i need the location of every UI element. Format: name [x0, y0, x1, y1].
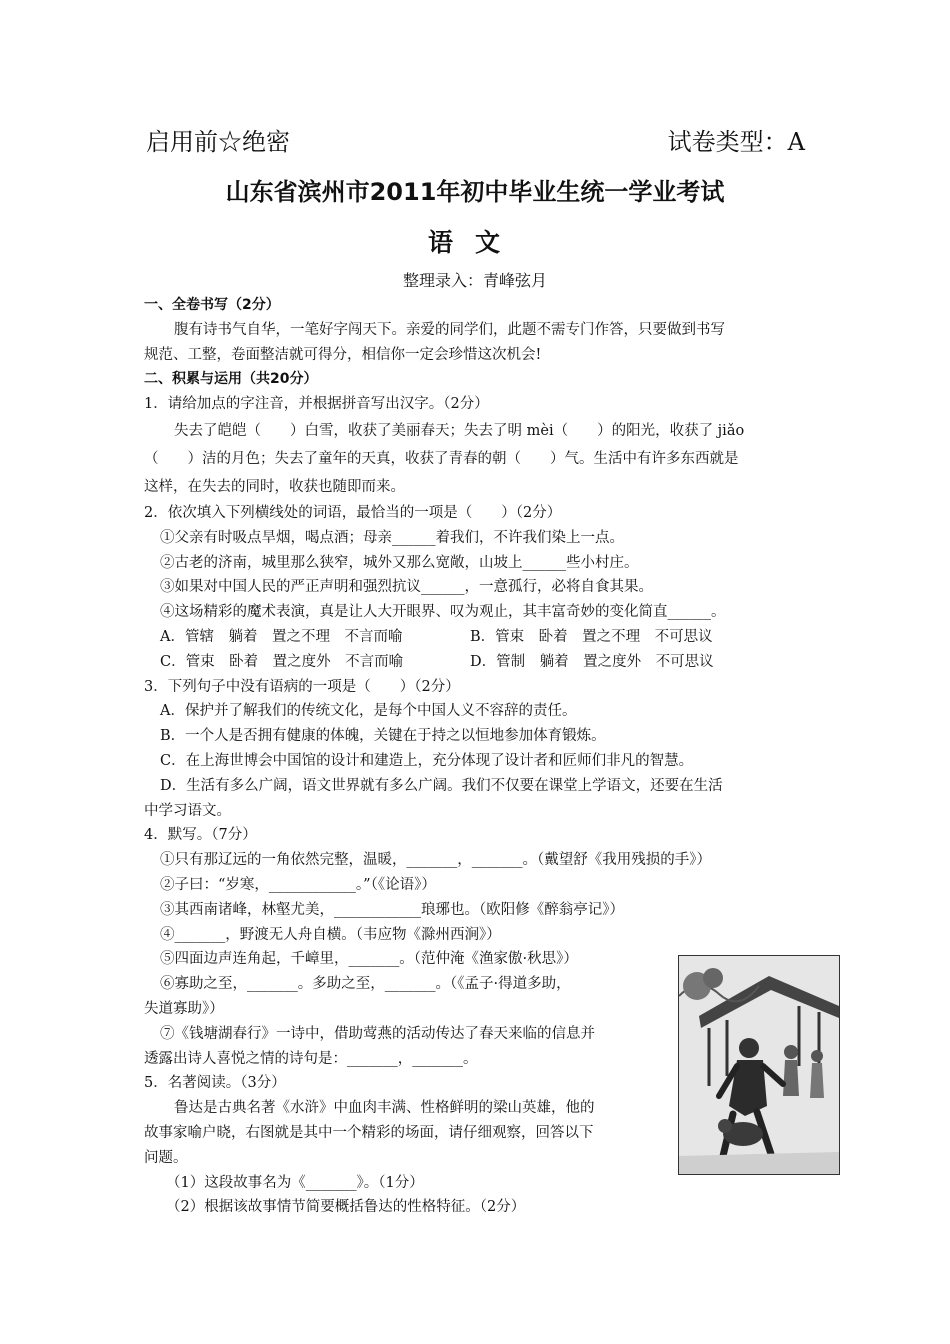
q2-option-d: D．管制 躺着 置之度外 不可思议: [470, 653, 714, 670]
exam-title: 山东省滨州市2011年初中毕业生统一学业考试: [225, 178, 725, 206]
q2-sentence-2: ②古老的济南，城里那么狭窄，城外又那么宽敞，山坡上______些小村庄。: [160, 554, 639, 571]
q1-line1: 失去了皑皑（ ）白雪，收获了美丽春天；失去了明 mèi（ ）的阳光，收获了 jiǎo: [174, 422, 745, 439]
q3-option-b: B．一个人是否拥有健康的体魄，关键在于持之以恒地参加体育锻炼。: [160, 728, 606, 745]
q3-option-a: A．保护并了解我们的传统文化，是每个中国人义不容辞的责任。: [160, 703, 577, 720]
q2-sentence-4: ④这场精彩的魔术表演，真是让人大开眼界、叹为观止，其丰富奇妙的变化简直______。: [160, 604, 726, 621]
q2-option-a: A．管辖 躺着 置之不理 不言而喻: [160, 628, 403, 645]
q4-item-2: ②子曰：“岁寒，____________。”（《论语》）: [160, 876, 436, 893]
section2-heading: 二、积累与运用（共20分）: [144, 371, 318, 388]
q5-text-line3: 问题。: [144, 1149, 188, 1166]
q4-item-7-line2: 透露出诗人喜悦之情的诗句是：_______，_______。: [144, 1050, 478, 1067]
section1-heading: 一、全卷书写（2分）: [144, 297, 280, 313]
q2-option-b: B．管束 卧着 置之不理 不可思议: [470, 628, 713, 645]
q4-stem: 4．默写。（7分）: [144, 827, 257, 844]
q5-sub-question-1: （1）这段故事名为《_______》。（1分）: [166, 1174, 424, 1191]
q4-item-4: ④_______，野渡无人舟自横。（韦应物《滁州西涧》）: [160, 926, 501, 943]
q5-stem: 5．名著阅读。（3分）: [144, 1075, 286, 1092]
q4-item-3: ③其西南诸峰，林壑尤美，____________琅琊也。（欧阳修《醉翁亭记》）: [160, 901, 624, 918]
section1-text-line1: 腹有诗书气自华，一笔好字闯天下。亲爱的同学们，此题不需专门作答，只要做到书写: [174, 321, 725, 338]
q3-option-c: C．在上海世博会中国馆的设计和建造上，充分体现了设计者和匠师们非凡的智慧。: [160, 752, 694, 769]
q3-stem: 3．下列句子中没有语病的一项是（ ）（2分）: [144, 678, 460, 695]
q2-options-row1: [144, 625, 808, 650]
lu-da-illustration: [678, 955, 840, 1175]
illustration-drawing: [679, 956, 839, 1174]
recorder-credit: 整理录入：青峰弦月: [402, 271, 547, 290]
q2-sentence-3: ③如果对中国人民的严正声明和强烈抗议______，一意孤行，必将自食其果。: [160, 579, 653, 596]
q1-stem: 1．请给加点的字注音，并根据拼音写出汉字。（2分）: [144, 396, 489, 413]
q2-stem: 2．依次填入下列横线处的词语，最恰当的一项是（ ）（2分）: [144, 504, 562, 521]
paper-type-label: 试卷类型：A: [667, 128, 805, 156]
q4-item-7-line1: ⑦《钱塘湖春行》一诗中，借助莺燕的活动传达了春天来临的信息并: [160, 1025, 595, 1042]
q3-option-d-line1: D．生活有多么广阔，语文世界就有多么广阔。我们不仅要在课堂上学语文，还要在生活: [160, 777, 723, 794]
q2-options-row2: [144, 650, 808, 675]
q5-text-line1: 鲁达是古典名著《水浒》中血肉丰满、性格鲜明的梁山英雄，他的: [174, 1100, 595, 1117]
subject-title: 语文: [427, 228, 522, 257]
q2-sentence-1: ①父亲有时吸点旱烟，喝点酒；母亲______着我们，不许我们染上一点。: [160, 529, 624, 546]
section1-text-line2: 规范、工整，卷面整洁就可得分，相信你一定会珍惜这次机会!: [144, 346, 542, 363]
q4-item-6-line1: ⑥寡助之至，_______。多助之至，_______。（《孟子·得道多助，: [160, 976, 571, 993]
q1-line3: 这样，在失去的同时，收获也随即而来。: [144, 478, 405, 495]
q2-option-c: C．管束 卧着 置之度外 不言而喻: [160, 653, 404, 670]
q4-item-5: ⑤四面边声连角起，千嶂里，_______。（范仲淹《渔家傲·秋思》）: [160, 951, 578, 968]
confidential-label: 启用前☆绝密: [146, 128, 290, 156]
q4-item-6-line2: 失道寡助》）: [144, 1000, 224, 1017]
q1-line2: （ ）洁的月色；失去了童年的天真，收获了青春的朝（ ）气。生活中有许多东西就是: [144, 450, 739, 467]
q5-sub-question-2: （2）根据该故事情节简要概括鲁达的性格特征。（2分）: [166, 1199, 526, 1216]
q3-option-d-line2: 中学习语文。: [144, 802, 231, 819]
q4-item-1: ①只有那辽远的一角依然完整，温暖，_______，_______。（戴望舒《我用残损的手》）: [160, 852, 711, 869]
q5-text-line2: 故事家喻户晓，右图就是其中一个精彩的场面，请仔细观察，回答以下: [144, 1124, 594, 1141]
